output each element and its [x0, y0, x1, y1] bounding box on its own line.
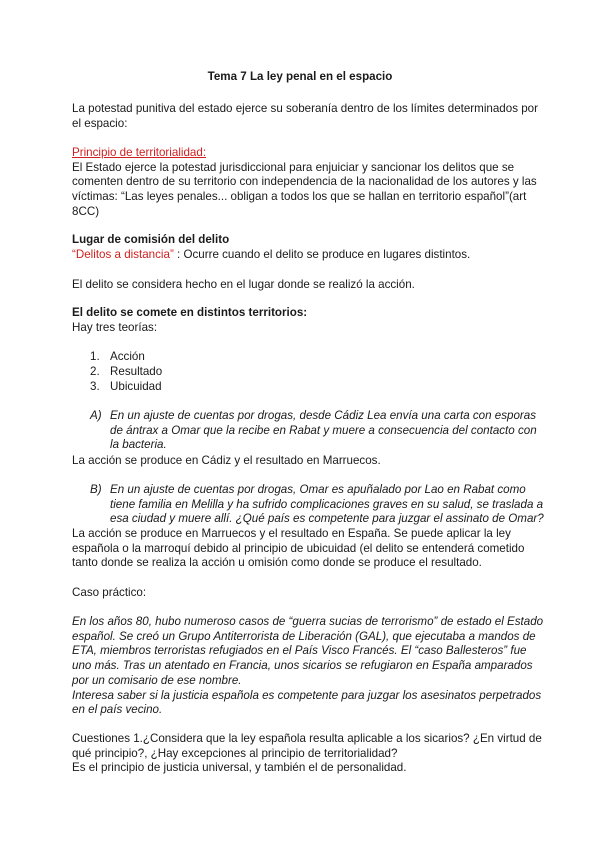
ejemplo-b-label: B)	[90, 483, 102, 496]
caso-line: en el país vecino.	[72, 703, 163, 717]
ejemplo-b	[90, 483, 544, 527]
ejemplo-b-conclusion-line: tanto donde se realiza la acción u omisión como donde se produce el resultado.	[72, 556, 482, 570]
delitos-distancia-def: : Ocurre cuando el delito se produce en lugares distintos.	[173, 248, 471, 261]
ejemplo-a-label: A)	[90, 409, 102, 422]
ejemplo-b-line: esa ciudad y muere allí. ¿Qué país es competente para juzgar el assinato de Omar?	[110, 512, 544, 526]
intro-line: el espacio:	[72, 116, 128, 130]
ejemplo-a	[90, 409, 538, 453]
ejemplo-a-line: de ántrax a Omar que la recibe en Rabat y muere a consecuencia del contacto con	[110, 423, 537, 437]
territorios-heading: El delito se comete en distintos territorios:	[72, 306, 308, 319]
delitos-distancia-term: “Delitos a distancia”	[72, 248, 174, 261]
theory-label: Ubicuidad	[110, 380, 162, 393]
ejemplo-b-conclusion-line: La acción se produce en Marruecos y el resultado en España. Se puede aplicar la ley	[72, 527, 511, 540]
territorialidad-line: comenten dentro de su territorio con independencia de la nacionalidad de los autores y las	[72, 175, 537, 189]
caso-heading: Caso práctico:	[72, 586, 147, 599]
theory-label: Resultado	[110, 365, 163, 378]
cuestiones-paragraph	[72, 732, 542, 776]
ejemplo-b-line: tiene familia en Melilla y ha sufrido complicaciones graves en su salud, se traslada a	[110, 497, 544, 511]
cuestiones-line: Es el principio de justicia universal, y también el de personalidad.	[72, 761, 407, 775]
caso-line: español. Se creó un Grupo Antiterrorista de Liberación (GAL), que ejecutaba a mandos de	[72, 629, 536, 643]
ejemplo-a-line: la bacteria.	[110, 438, 167, 452]
cuestiones-line: qué principio?, ¿Hay excepciones al principio de territorialidad?	[72, 746, 398, 760]
territorialidad-heading: Principio de territorialidad:	[72, 146, 207, 159]
territorios-intro: Hay tres teorías:	[72, 321, 158, 334]
delito-hecho-line: El delito se considera hecho en el lugar donde se realizó la acción.	[72, 278, 415, 291]
lugar-heading: Lugar de comisión del delito	[72, 233, 230, 246]
list-item-theory: 1. Acción	[90, 350, 145, 363]
caso-line: uno más. Tras un atentado en Francia, unos sicarios se refugiaron en España amparados	[72, 659, 533, 673]
intro-line: La potestad punitiva del estado ejerce su soberanía dentro de los límites determinados por	[72, 102, 538, 115]
territorialidad-line: víctimas: “Las leyes penales... obligan a todos los que se hallan en territorio español”(art	[72, 190, 527, 204]
caso-line: por un comisario de ese nombre.	[72, 673, 242, 687]
caso-paragraph	[72, 615, 544, 718]
list-item-theory: 3. Ubicuidad	[90, 380, 162, 393]
delitos-distancia-line	[72, 248, 534, 263]
territorialidad-line: El Estado ejerce la potestad jurisdiccional para enjuiciar y sancionar los delitos que se	[72, 160, 515, 174]
caso-line: Interesa saber si la justicia española es competente para juzgar los asesinatos perpetrados	[72, 688, 542, 702]
territorialidad-line: 8CC)	[72, 204, 100, 218]
page-title: Tema 7 La ley penal en el espacio	[207, 70, 393, 83]
intro-paragraph	[72, 102, 538, 131]
ejemplo-a-conclusion: La acción se produce en Cádiz y el resultado en Marruecos.	[72, 454, 381, 467]
list-item-theory: 2. Resultado	[90, 365, 163, 378]
territorialidad-paragraph	[72, 160, 537, 220]
ejemplo-a-line: En un ajuste de cuentas por drogas, desde Cádiz Lea envía una carta con esporas	[110, 409, 537, 422]
ejemplo-b-line: En un ajuste de cuentas por drogas, Omar es apuñalado por Lao en Rabat como	[110, 483, 526, 496]
ejemplo-b-conclusion	[72, 527, 534, 571]
theory-label: Acción	[110, 350, 145, 363]
caso-line: ETA, miembros terroristas refugiados en el País Visco Francés. El “caso Ballesteros” fue	[72, 644, 527, 658]
cuestiones-line: Cuestiones 1.¿Considera que la ley española resulta aplicable a los sicarios? ¿En virtud de	[72, 732, 542, 745]
ejemplo-b-conclusion-line: española o la marroquí debido al principio de ubicuidad (el delito se entenderá cometido	[72, 541, 525, 555]
caso-line: En los años 80, hubo numeroso casos de “guerra sucias de terrorismo” de estado el Estado	[72, 615, 544, 628]
